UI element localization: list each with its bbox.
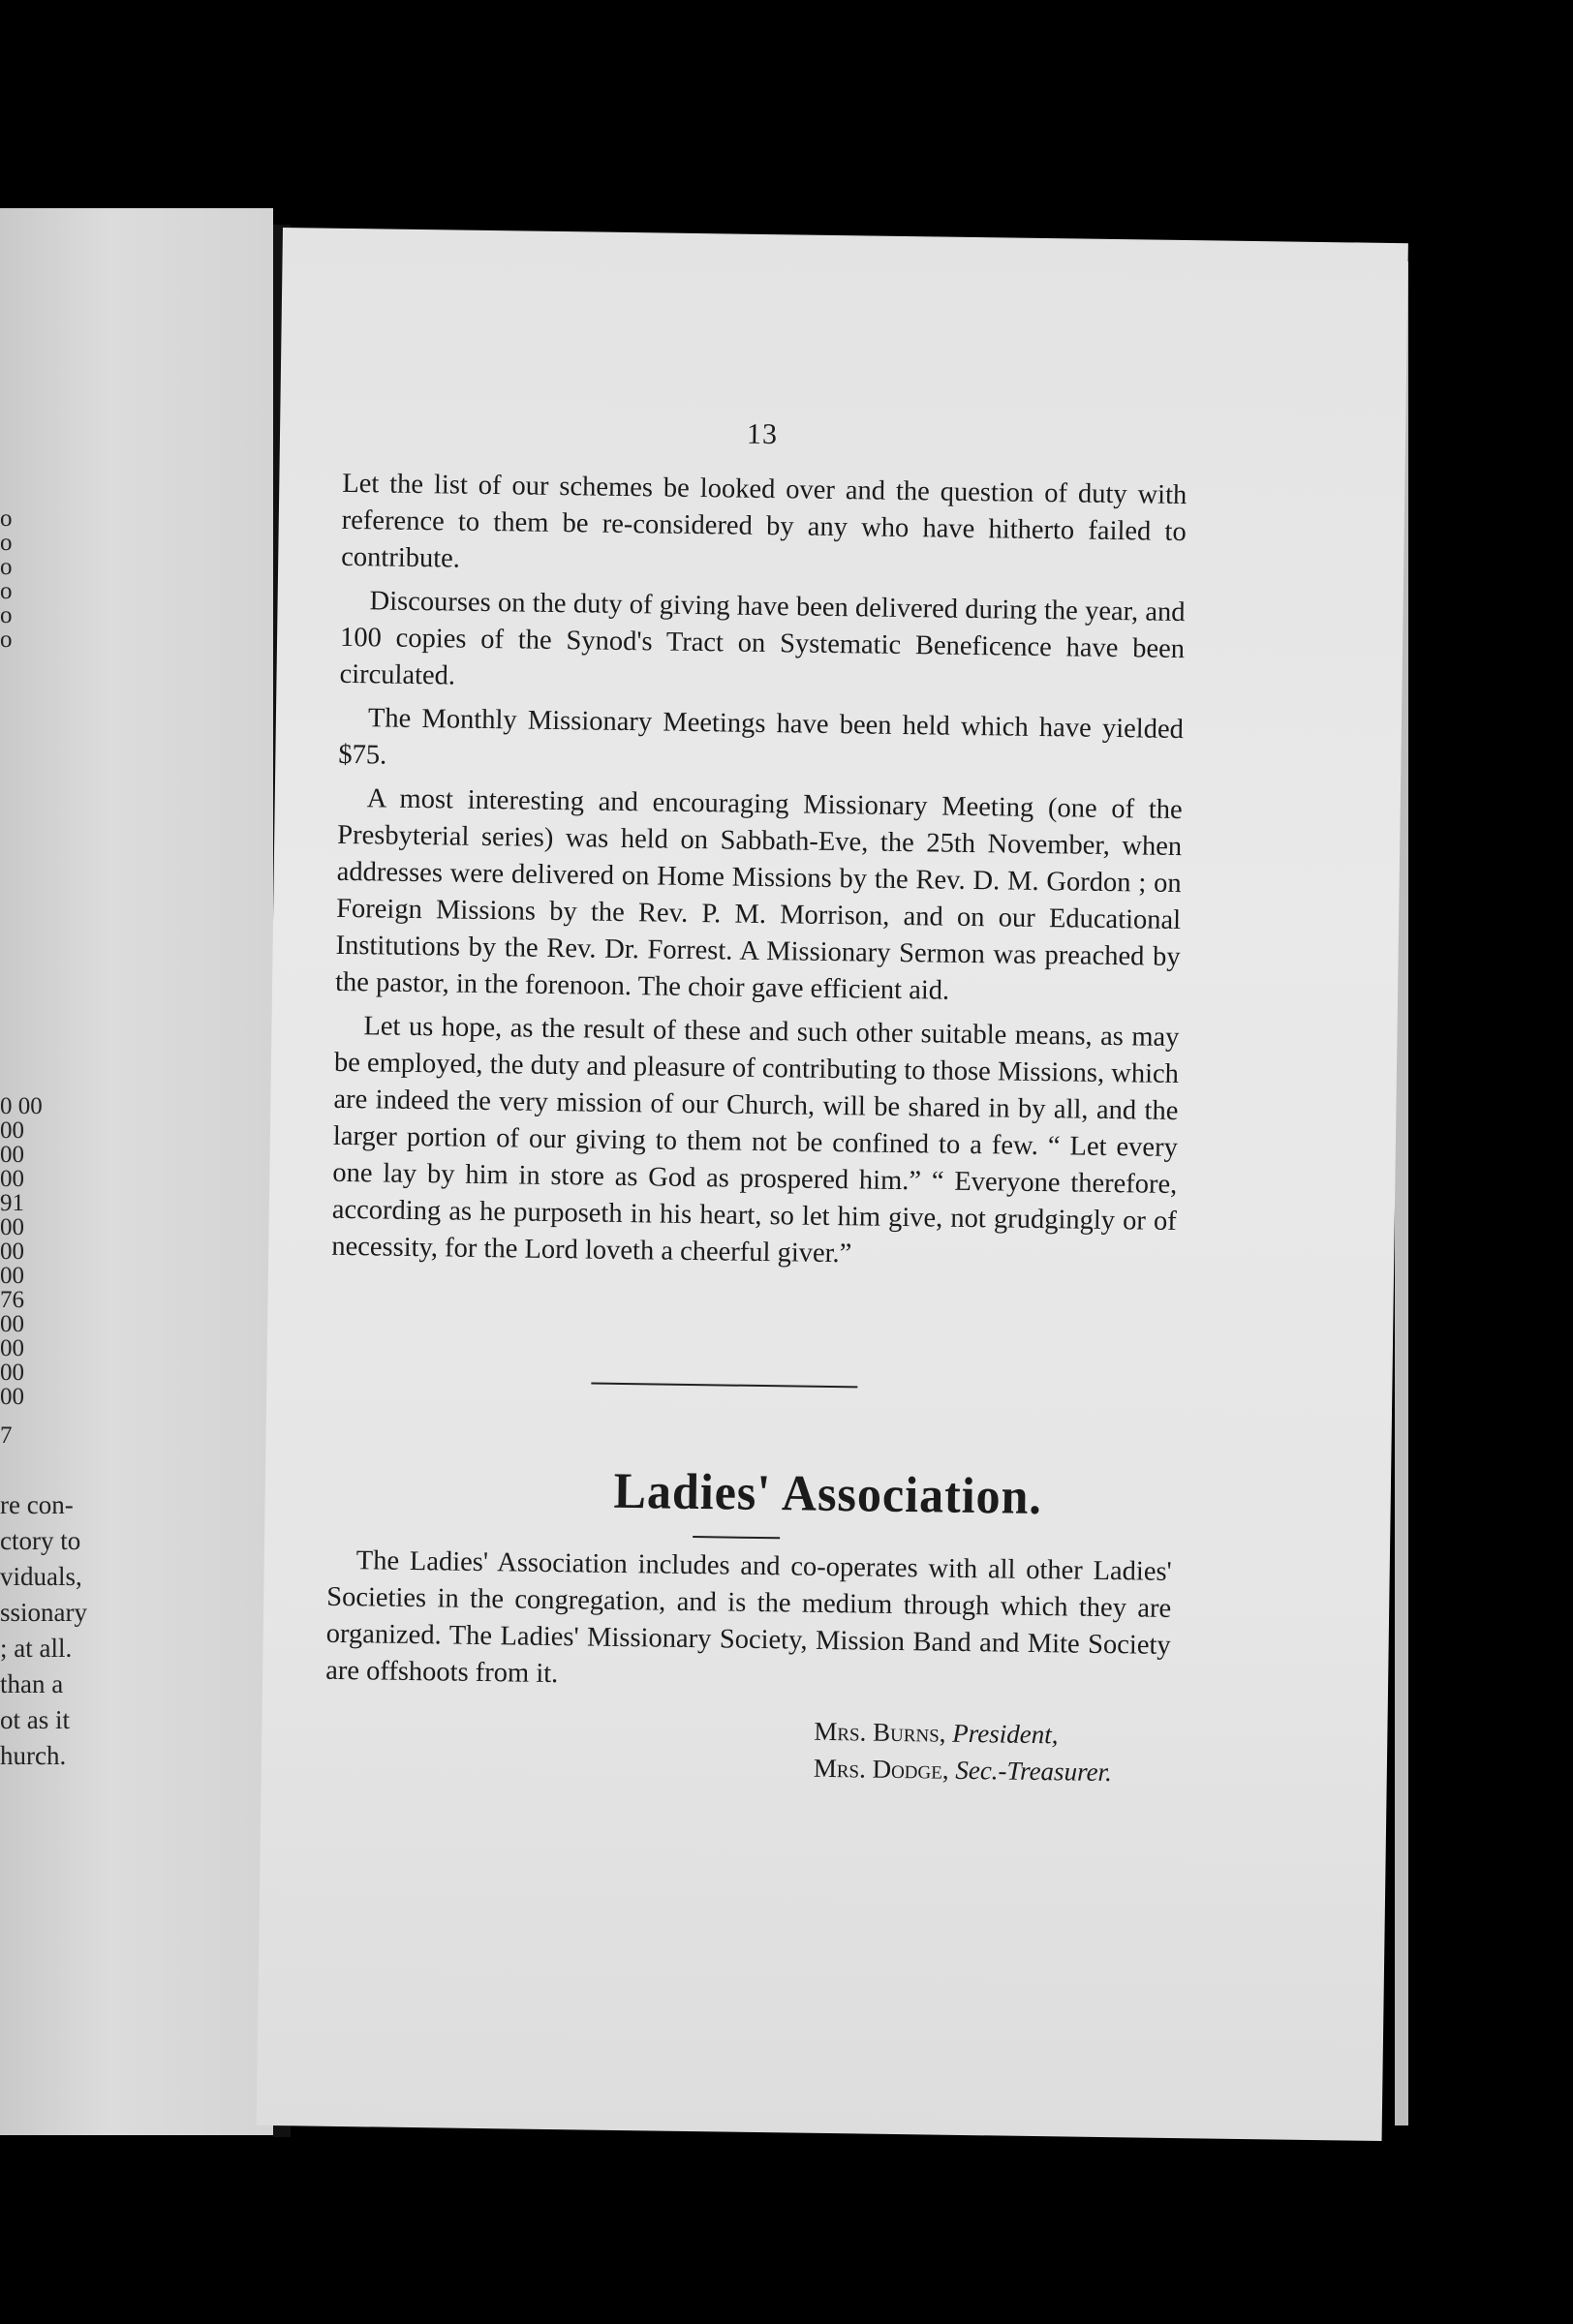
signature-president (814, 1717, 1059, 1751)
page-number: 13 (746, 417, 779, 451)
section-divider (591, 1383, 857, 1389)
body-text (331, 466, 1187, 1284)
amount-cell: o (0, 602, 13, 628)
amount-cell: 00 (0, 1311, 24, 1337)
amount-cell: 00 (0, 1335, 24, 1361)
amount-total: 7 (0, 1422, 13, 1449)
amount-cell: o (0, 578, 13, 604)
paragraph: Discourses on the duty of giving have been delivered during the year, and 100 copies of the Synod's Tract on Systematic Beneficence have been circulated. (339, 586, 1186, 691)
heading-underline (693, 1536, 780, 1539)
signature-treasurer (814, 1754, 1112, 1788)
amount-cell: o (0, 627, 13, 653)
text-fragment: re con- (0, 1490, 74, 1519)
text-fragment: ; at all. (0, 1634, 73, 1663)
amount-cell: 00 (0, 1117, 24, 1144)
text-fragment: ssionary (0, 1598, 87, 1627)
paragraph: The Ladies' Association includes and co-operates with all other Ladies' Societies in the congregation, and is the medium through which they are organized. The Ladies' Missionary Society, Mission Band and Mite Society are offshoots from it. (324, 1545, 1172, 1690)
signature-title: President, (952, 1718, 1059, 1750)
amount-cell: o (0, 505, 13, 532)
paragraph: Let the list of our schemes be looked over and the question of duty with reference to them be re-considered by any who have hitherto failed to contribute. (341, 468, 1187, 574)
amount-cell: 00 (0, 1142, 24, 1168)
amount-cell: o (0, 530, 13, 556)
amount-cell: 00 (0, 1360, 24, 1386)
amount-cell: 91 (0, 1190, 24, 1216)
text-fragment: viduals, (0, 1562, 82, 1591)
text-fragment: than a (0, 1669, 64, 1698)
paragraph: A most interesting and encouraging Missionary Meeting (one of the Presbyterial series) was held on Sabbath-Eve, the 25th November, when addresses were delivered on Home Missions by the Rev. D. M. Gordon ; on Foreign Missions by the Rev. P. M. Morrison, and on our Educational Institutions by the Rev. Dr. Forrest. A Missionary Sermon was preached by the pastor, in the forenoon. The choir gave efficient aid. (334, 783, 1183, 1006)
paragraph: Let us hope, as the result of these and such other suitable means, as may be employed, the duty and pleasure of contributing to those Missions, which are indeed the very mission of our Church, will be shared in by all, and the larger portion of our giving to them not be confined to a few. “ Let every one lay by him in store as God as prospered him.” “ Everyone therefore, according as he purposeth in his heart, so let him give, not grudgingly or of necessity, for the Lord loveth a cheerful giver.” (331, 1011, 1180, 1269)
previous-page-fragment (0, 208, 273, 2135)
amount-cell: 0 00 (0, 1093, 43, 1119)
section-heading: Ladies' Association. (613, 1461, 1043, 1525)
amount-cell: o (0, 554, 13, 580)
book-page (257, 228, 1408, 2141)
signature-name: Mrs. Burns, (814, 1716, 946, 1748)
amount-cell: 00 (0, 1263, 24, 1289)
amount-cell: 00 (0, 1166, 24, 1192)
text-fragment: ot as it (0, 1705, 70, 1734)
amount-cell: 00 (0, 1238, 24, 1265)
association-text (325, 1543, 1172, 1701)
amount-cell: 76 (0, 1287, 24, 1313)
amount-cell: 00 (0, 1214, 24, 1240)
signature-name: Mrs. Dodge, (813, 1753, 949, 1785)
text-fragment: ctory to (0, 1526, 81, 1555)
amount-cell: 00 (0, 1384, 24, 1410)
text-fragment: hurch. (0, 1741, 67, 1770)
signature-title: Sec.-Treasurer. (955, 1755, 1113, 1788)
paragraph: The Monthly Missionary Meetings have been held which have yielded $75. (338, 703, 1185, 771)
